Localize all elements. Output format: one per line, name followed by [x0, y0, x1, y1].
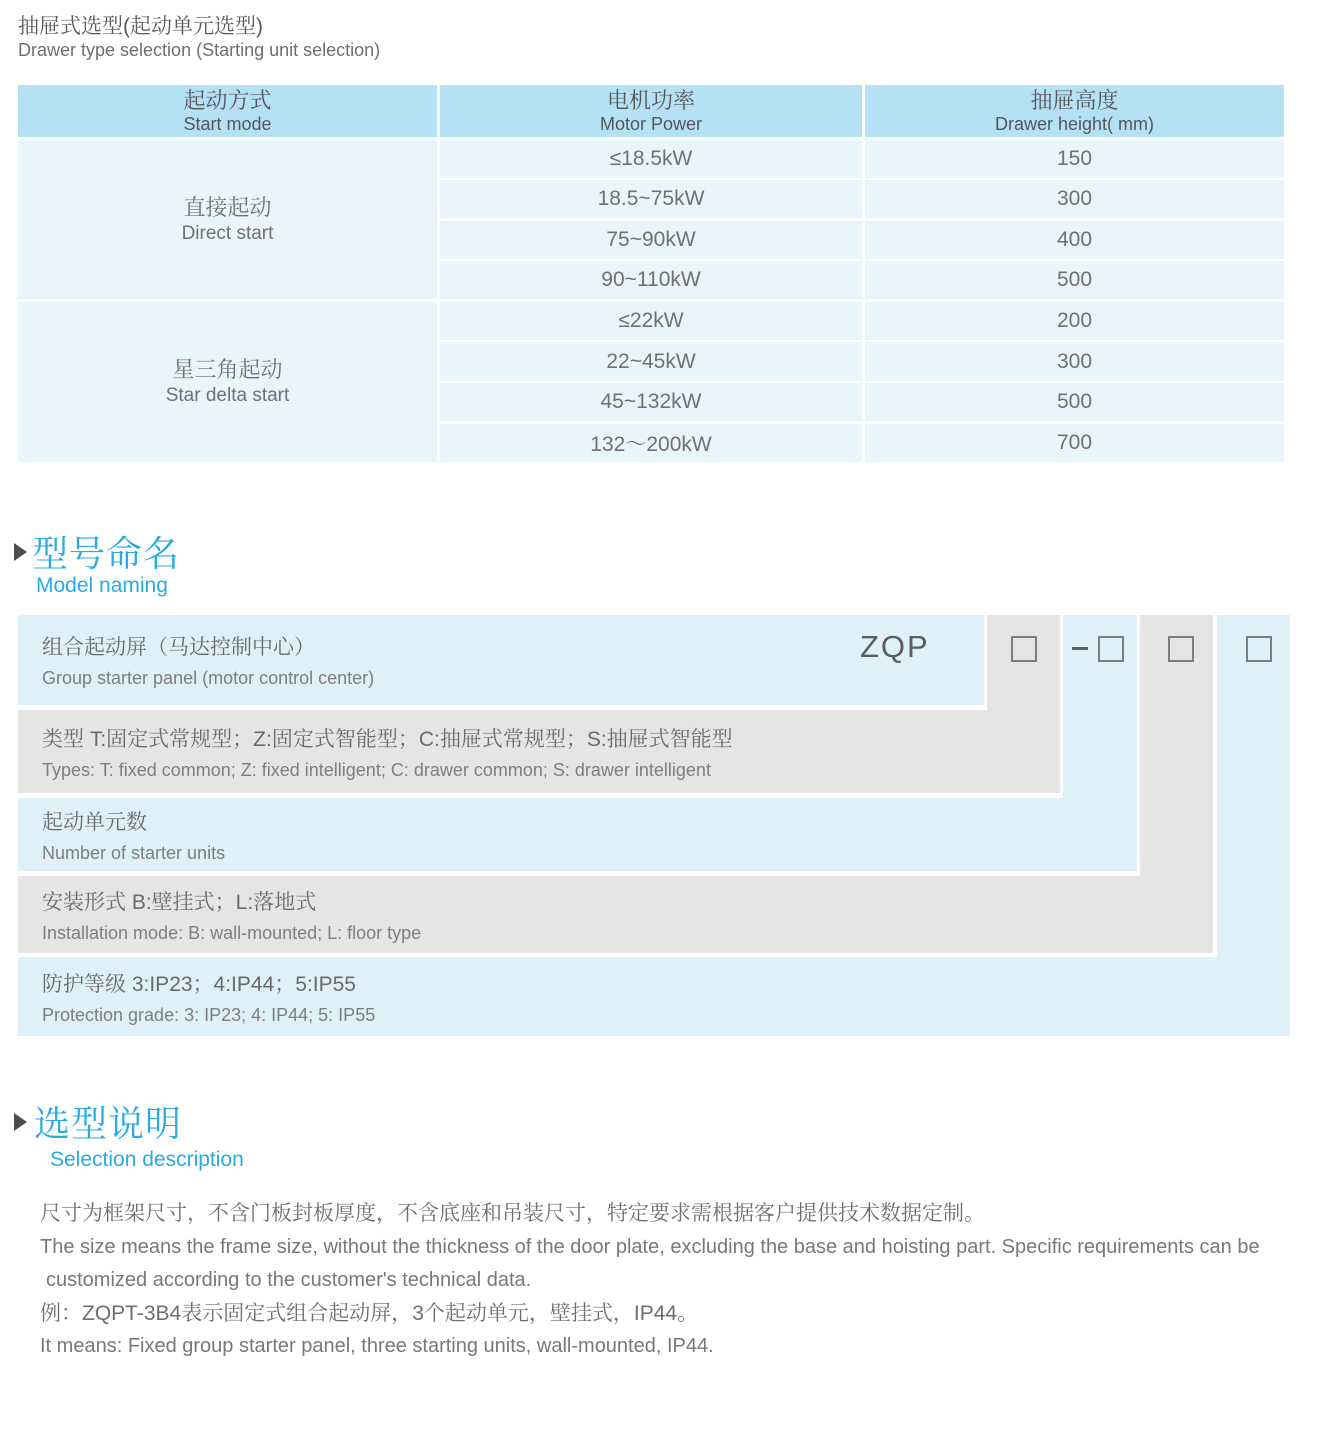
- page-title-cn: 抽屉式选型(起动单元选型): [18, 15, 263, 38]
- section-marker-icon: [14, 543, 27, 561]
- header-cn: 电机功率: [606, 87, 695, 113]
- drawer-selection-table: [18, 85, 1284, 462]
- height-cell: 300: [865, 342, 1284, 380]
- header-cn: 抽屉高度: [1030, 87, 1119, 113]
- height-cell: 500: [865, 261, 1284, 299]
- power-cell: 22~45kW: [440, 342, 862, 380]
- power-cell: 18.5~75kW: [440, 180, 862, 218]
- model-row-cn: 类型 T:固定式常规型；Z:固定式智能型；C:抽屉式常规型；S:抽屉式智能型: [42, 727, 733, 751]
- model-row-starter-units: [18, 798, 1137, 871]
- start-mode-direct-cell: [18, 140, 437, 300]
- description-line: It means: Fixed group starter panel, three starting units, wall-mounted, IP44.: [40, 1335, 714, 1357]
- model-naming-title-cn: 型号命名: [32, 533, 181, 574]
- model-row-cn: 组合起动屏（马达控制中心）: [42, 636, 315, 659]
- model-row-installation-mode: [18, 876, 1213, 953]
- model-row-protection-grade: [18, 957, 1290, 1036]
- model-row-en: Types: T: fixed common; Z: fixed intelligent; C: drawer common; S: drawer intelligent: [42, 759, 711, 780]
- selection-description-title-en: Selection description: [50, 1148, 244, 1171]
- description-line: customized according to the customer's technical data.: [46, 1269, 532, 1291]
- mode-cn: 直接起动: [183, 194, 272, 220]
- model-row-types: [18, 710, 1060, 793]
- height-cell: 700: [865, 424, 1284, 462]
- header-en: Start mode: [183, 113, 272, 134]
- height-cell: 300: [865, 180, 1284, 218]
- description-line: The size means the frame size, without the thickness of the door plate, excluding the base and hoisting part. Specific requirements can be: [40, 1236, 1260, 1258]
- power-cell: 132～200kW: [440, 424, 862, 462]
- table-header-motor-power: [440, 85, 862, 137]
- description-line: 尺寸为框架尺寸，不含门板封板厚度，不含底座和吊装尺寸，特定要求需根据客户提供技术数据定制。: [40, 1202, 985, 1225]
- model-row-group-starter-panel: [18, 615, 984, 705]
- model-code-box: [1011, 636, 1037, 662]
- model-code-prefix: ZQP: [860, 629, 930, 664]
- page-title-en: Drawer type selection (Starting unit selection): [18, 40, 381, 60]
- model-row-en: Group starter panel (motor control center): [42, 668, 375, 688]
- model-code-box: [1168, 636, 1194, 662]
- header-en: Motor Power: [599, 113, 703, 134]
- model-row-cn: 起动单元数: [42, 810, 147, 834]
- model-naming-title-en: Model naming: [36, 574, 168, 597]
- model-row-cn: 安装形式 B:壁挂式；L:落地式: [42, 890, 317, 914]
- model-code-box: [1246, 636, 1272, 662]
- model-row-en: Protection grade: 3: IP23; 4: IP44; 5: IP55: [42, 1004, 376, 1025]
- table-header-start-mode: [18, 85, 437, 137]
- section-marker-icon: [14, 1113, 27, 1131]
- height-cell: 150: [865, 140, 1284, 178]
- power-cell: 90~110kW: [440, 261, 862, 299]
- model-code-dash: [1072, 647, 1088, 650]
- model-row-en: Number of starter units: [42, 842, 226, 863]
- power-cell: 75~90kW: [440, 221, 862, 259]
- model-code-box: [1098, 636, 1124, 662]
- start-mode-star-delta-cell: [18, 302, 437, 462]
- model-row-en: Installation mode: B: wall-mounted; L: floor type: [42, 922, 422, 943]
- model-row-cn: 防护等级 3:IP23；4:IP44；5:IP55: [42, 972, 356, 996]
- height-cell: 400: [865, 221, 1284, 259]
- height-cell: 500: [865, 383, 1284, 421]
- selection-description-paragraph: [40, 1196, 1290, 1363]
- power-cell: 45~132kW: [440, 383, 862, 421]
- header-cn: 起动方式: [183, 87, 272, 113]
- selection-description-title-cn: 选型说明: [34, 1103, 183, 1144]
- table-header-drawer-height: [865, 85, 1284, 137]
- power-cell: ≤18.5kW: [440, 140, 862, 178]
- power-cell: ≤22kW: [440, 302, 862, 340]
- mode-en: Star delta start: [165, 385, 290, 407]
- height-cell: 200: [865, 302, 1284, 340]
- header-en: Drawer height( mm): [994, 113, 1155, 134]
- mode-cn: 星三角起动: [172, 357, 283, 383]
- description-line: 例：ZQPT-3B4表示固定式组合起动屏，3个起动单元，壁挂式，IP44。: [40, 1302, 699, 1325]
- mode-en: Direct start: [181, 222, 274, 244]
